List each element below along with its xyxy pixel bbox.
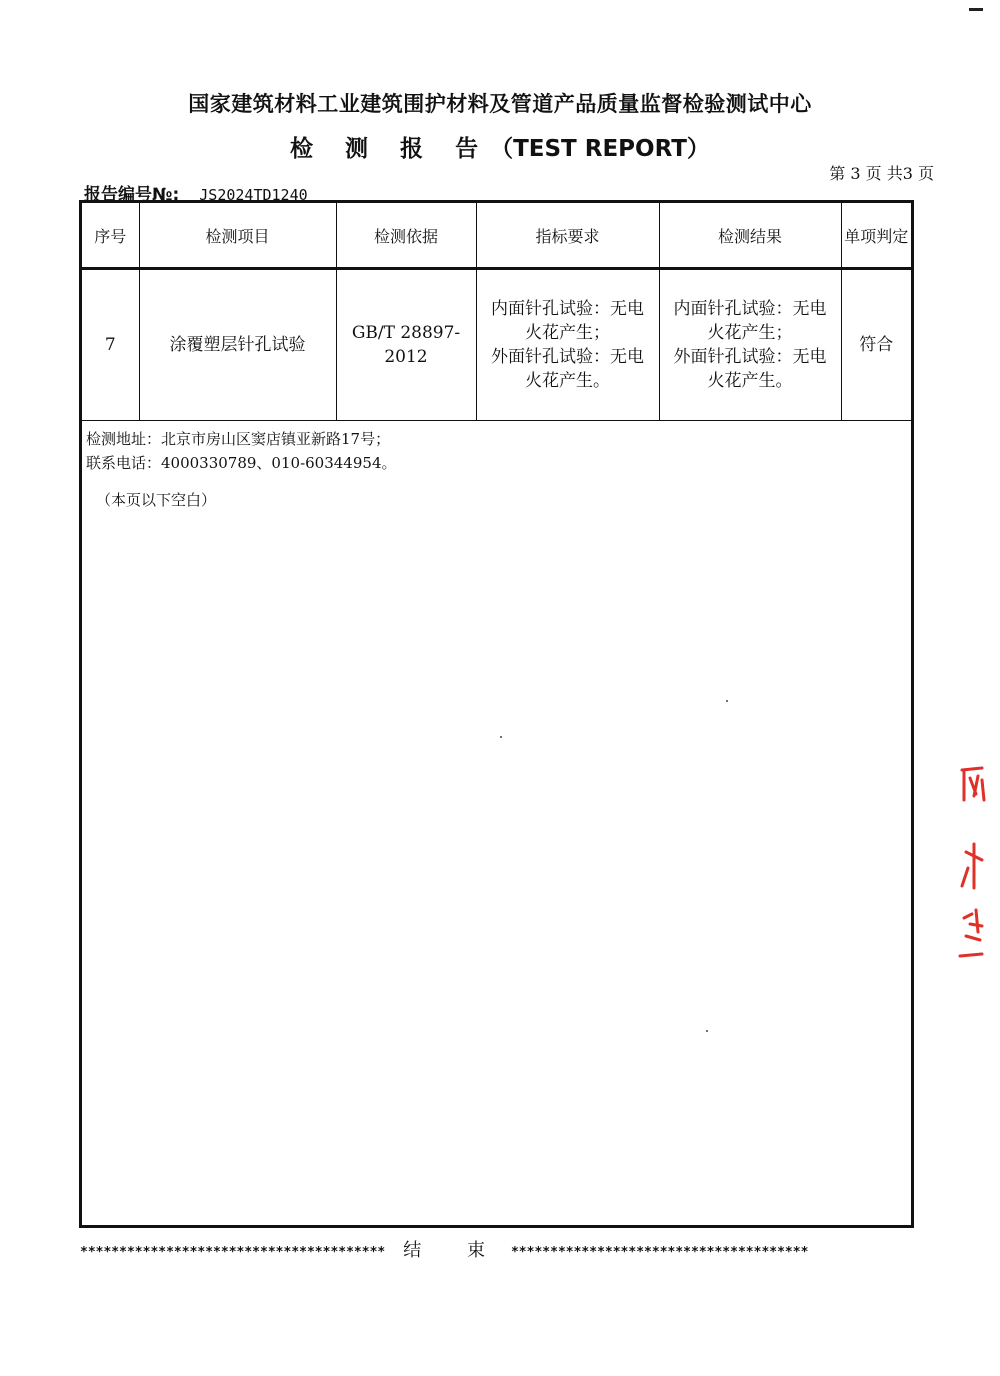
red-seal-stamp-fragment [952,760,1000,960]
result-line-4: 火花产生。 [707,371,793,391]
org-title: 国家建筑材料工业建筑围护材料及管道产品质量监督检验测试中心 [188,92,812,116]
col-header-standard: 检测依据 [336,203,476,269]
requirement-line-3: 外面针孔试验：无电 [491,347,644,367]
end-marker [80,1236,916,1262]
report-frame [79,200,914,1228]
cell-item: 涂覆塑层针孔试验 [139,269,336,421]
report-title-en: （TEST REPORT） [490,136,710,162]
col-header-item: 检测项目 [139,203,336,269]
report-title [0,130,1000,163]
cell-result [659,269,841,421]
corner-mark [969,8,983,11]
cell-verdict: 符合 [841,269,911,421]
cell-seq: 7 [82,269,139,421]
col-header-verdict: 单项判定 [841,203,911,269]
report-number-value: JS2024TD1240 [199,186,308,204]
scan-speck [706,1030,708,1032]
report-number-label: 报告编号№: [84,185,180,205]
results-table [82,203,911,421]
end-stars-left: *************************************** [80,1245,386,1260]
standard-line-2: 2012 [384,347,428,367]
table-row [82,269,911,421]
result-line-1: 内面针孔试验：无电 [673,299,827,319]
contact-info [86,427,396,475]
requirement-line-2: 火花产生； [525,323,610,343]
table-header-row [82,203,911,269]
scan-speck [500,736,502,738]
cell-standard [336,269,476,421]
standard-line-1: GB/T 28897- [351,323,461,343]
col-header-result: 检测结果 [659,203,841,269]
page-info: 第 3 页 共3 页 [829,164,934,183]
col-header-seq: 序号 [82,203,139,269]
blank-below-note: （本页以下空白） [96,491,217,509]
requirement-line-1: 内面针孔试验：无电 [491,299,644,319]
report-title-cn: 检 测 报 告 [290,136,491,162]
cell-requirement [476,269,659,421]
result-line-3: 外面针孔试验：无电 [673,347,827,367]
result-line-2: 火花产生； [707,323,793,343]
col-header-requirement: 指标要求 [476,203,659,269]
end-stars-right: ************************************** [510,1245,809,1260]
end-text: 结 束 [403,1240,505,1261]
contact-phone: 联系电话：4000330789、010-60344954。 [86,454,397,472]
test-address: 检测地址：北京市房山区窦店镇亚新路17号； [86,430,391,448]
scan-speck [726,700,728,702]
requirement-line-4: 火花产生。 [525,371,610,391]
